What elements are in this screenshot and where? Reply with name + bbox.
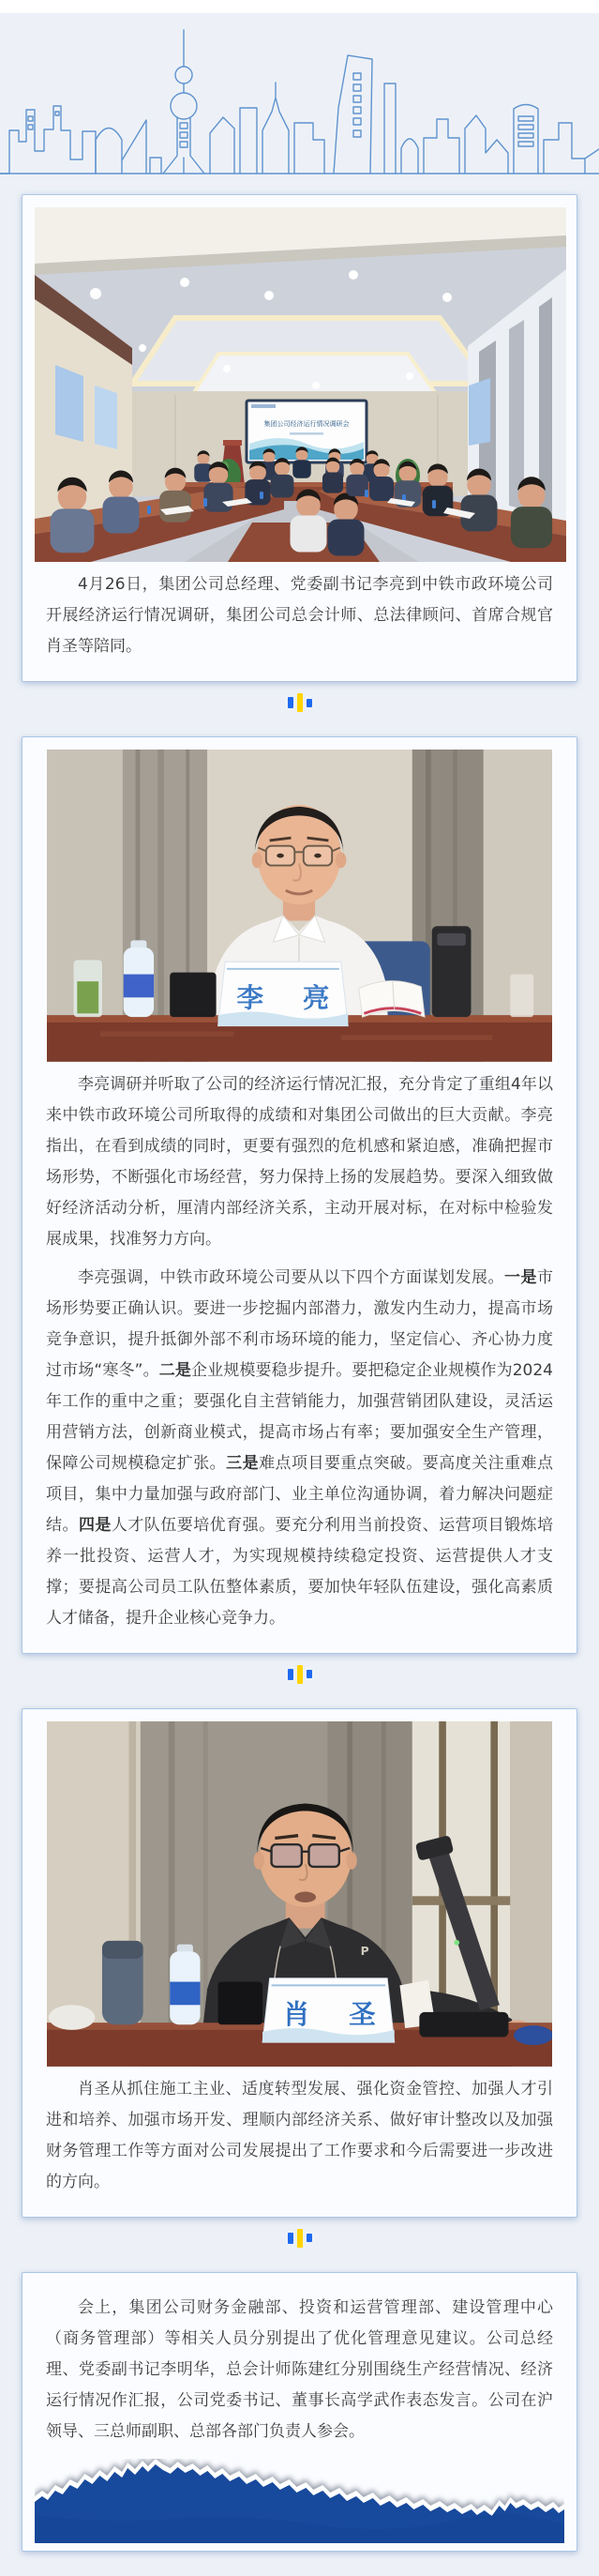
divider-bar-blue-right [307,699,312,707]
nameplate [218,962,349,1025]
tissue [49,2005,95,2030]
nameplate-surname: 李 [236,982,264,1014]
skyline-header [0,13,599,182]
card-meeting [22,194,577,682]
tea-leaves [77,981,98,1013]
paragraph-closing: 会上，集团公司财务金融部、投资和运营管理部、建设管理中心（商务管理部）等相关人员分别提出了优化管理意见建议。公司总经理、党委副书记李明华，总会计师陈建红分别围绕生产经营情况、经济运行情况作汇报，公司党委书记、董事长高学武作表态发言。公司在沪领导、三总师副职、总部各部门负责人参会。 [46,2297,553,2441]
divider-bar-blue-right [307,2234,312,2242]
paragraph-intro: 4月26日，集团公司总经理、党委副书记李亮到中铁市政环境公司开展经济运行情况调研，集团公司总会计师、总法律顾问、首席合规官肖圣等陪同。 [46,575,553,656]
meeting-room-photo[interactable] [35,207,566,562]
xiao-sheng-photo[interactable] [47,1721,552,2067]
divider-bar-blue-left [288,697,293,708]
bar-chart-divider-icon [0,1664,599,1685]
city-skyline-icon [0,17,599,182]
bar-chart-divider-icon [0,692,599,713]
shirt-logo: P [360,1944,369,1958]
black-box [218,1981,263,2024]
divider-bar-yellow [297,693,303,712]
torn-paper-decoration [35,2459,564,2543]
nameplate [262,1977,395,2041]
nameplate-surname: 肖 [282,1998,310,2030]
divider-bar-blue-left [288,2233,293,2244]
card-closing [22,2272,577,2552]
divider-bar-yellow [297,2229,303,2248]
glass [510,975,533,1018]
divider-bar-blue-right [307,1670,312,1678]
article-page [0,13,599,2576]
bar-chart-divider-icon [0,2228,599,2249]
torn-paper-icon [35,2459,564,2543]
card-li-liang [22,736,577,1654]
card-xiao-sheng [22,1708,577,2218]
divider-bar-yellow [297,1665,303,1684]
paragraph-liang-remarks: 李亮调研并听取了公司的经济运行情况汇报，充分肯定了重组4年以来中铁市政环境公司所取得的成绩和对集团公司做出的巨大贡献。李亮指出，在看到成绩的同时，更要有强烈的危机感和紧迫感，准确把握市场形势，不断强化市场经营，努力保持上扬的发展趋势。要深入细致做好经济活动分析，厘清内部经济关系，主动开展对标，在对标中检验发展成果，找准努力方向。 [46,1074,553,1249]
paragraph-xiao-remarks: 肖圣从抓住施工主业、适度转型发展、强化资金管控、加强人才引进和培养、加强市场开发、理顺内部经济关系、做好审计整改以及加强财务管理工作等方面对公司发展提出了工作要求和今后需要进一步改进的方向。 [46,2079,553,2191]
nameplate-given-name: 圣 [349,1998,376,2030]
divider-bar-blue-left [288,1669,293,1680]
screen-title: 集团公司经济运行情况调研会 [263,420,350,428]
li-liang-photo[interactable] [47,750,552,1062]
paragraph-four-points: 李亮强调，中铁市政环境公司要从以下四个方面谋划发展。一是市场形势要正确认识。要进一步挖掘内部潜力，激发内生动力，提高市场竞争意识，提升抵御外部不利市场环境的能力，坚定信心、齐心协力度过市场“寒冬”。二是企业规模要稳步提升。要把稳定企业规模作为2024年工作的重中之重；要强化自主营销能力，加强营销团队建设，灵活运用营销方法，创新商业模式，提高市场占有率；要加强安全生产管理，保障公司规模稳定扩张。三是难点项目要重点突破。要高度关注重难点项目，集中力量加强与政府部门、业主单位沟通协调，着力解决问题症结。四是人才队伍要培优育强。要充分利用当前投资、运营项目锻炼培养一批投资、运营人才，为实现规模持续稳定投资、运营提供人才支撑；要提高公司员工队伍整体素质，要加快年轻队伍建设，强化高素质人才储备，提升企业核心竞争力。 [46,1267,554,1628]
nameplate-given-name: 亮 [302,982,330,1014]
black-box [170,973,216,1018]
blue-cup [514,2025,552,2045]
